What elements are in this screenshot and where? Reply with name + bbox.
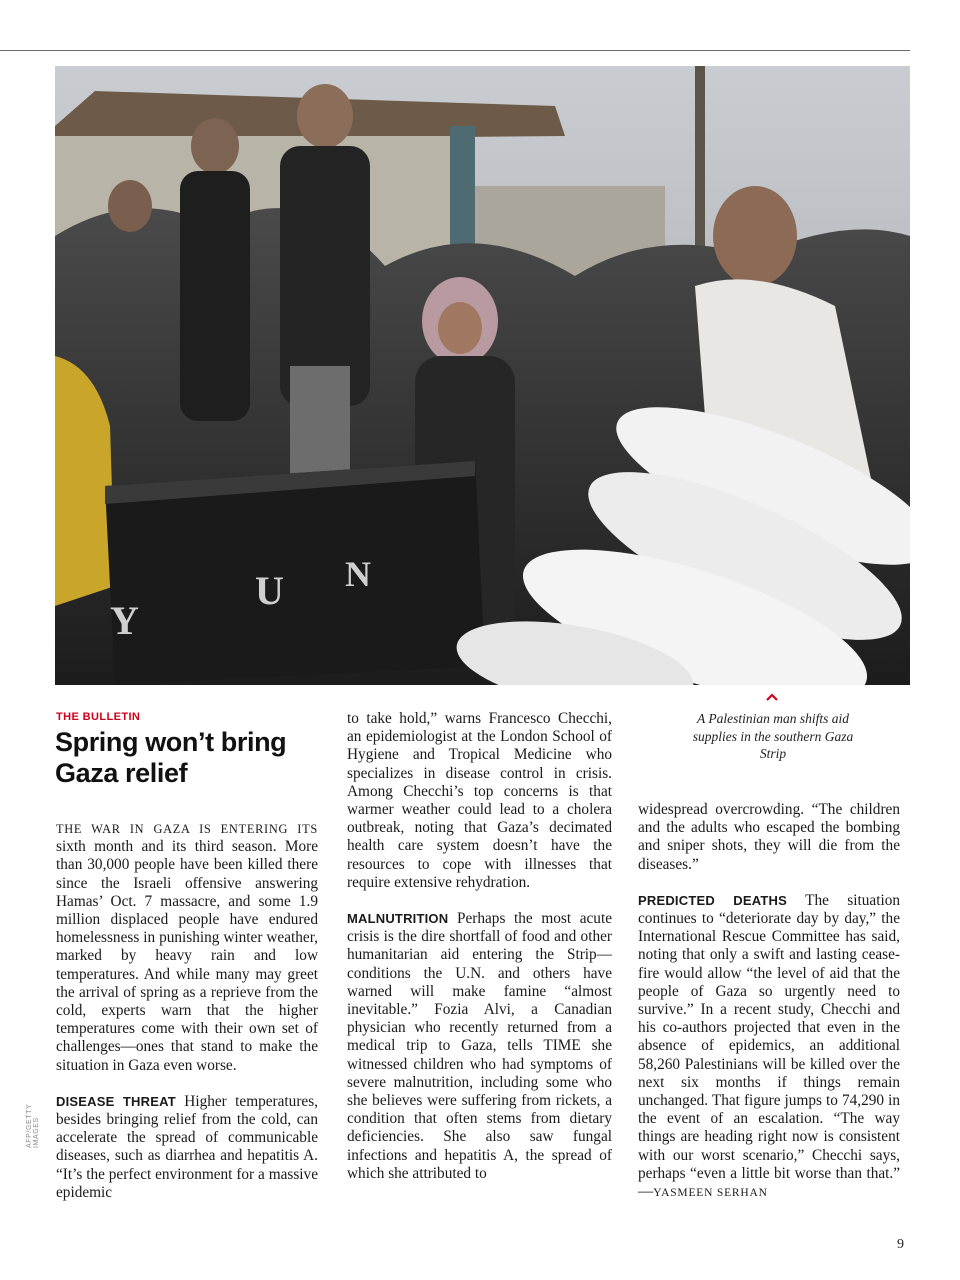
column-3	[638, 801, 900, 1202]
photo-illustration	[55, 66, 910, 685]
paragraph-malnutrition	[347, 910, 612, 1183]
photo-caption: A Palestinian man shifts aid supplies in the southern Gaza Strip	[692, 711, 854, 761]
subhead-malnutrition: MALNUTRITION	[347, 911, 449, 927]
section-kicker: THE BULLETIN	[56, 711, 141, 723]
top-rule	[0, 50, 910, 51]
paragraph-predicted-deaths	[638, 892, 900, 1202]
column-2	[347, 710, 612, 1183]
photo-credit: AFP/GETTY IMAGES	[26, 1103, 40, 1148]
truck-letter-n: N	[345, 554, 371, 594]
caret-up-icon	[765, 692, 779, 702]
paragraph-intro	[56, 820, 318, 1075]
malnutrition-text: Perhaps the most acute crisis is the dire shortfall of food and other humanitarian aid entering the Strip—conditions the U.N. and others have warned will make famine “almost inevitable.” Fozia Alvi, a Canadian physician who recently returned from a medical trip to Gaza, tells TIME she witnessed children who had symptoms of severe malnutrition, including some who she believes were suffering from rickets, a condition that often stems from dietary deficiencies. She also saw fungal infections and hepatitis A, the spread of which she attributed to	[347, 910, 612, 1182]
page-number: 9	[897, 1237, 904, 1252]
paragraph-disease	[56, 1093, 318, 1202]
article-photo	[55, 66, 910, 685]
subhead-disease-threat: DISEASE THREAT	[56, 1093, 176, 1109]
lead-in-caps: THE WAR IN GAZA IS ENTERING ITS	[56, 822, 318, 836]
author-byline: YASMEEN SERHAN	[653, 1187, 768, 1200]
predicted-deaths-text: The situation continues to “deteriorate day by day,” the International Rescue Committee has said, noting that only a swift and lasting cease-fire would allow “the level of aid that the people of Gaza so urgently need to survive.” In a recent study, Checchi and his co-authors projected that even in the absence of epidemics, an additional 58,260 Palestinians will be killed over the next six months if things remain unchanged. That figure jumps to 74,290 in the event of an escalation. “The way things are heading right now is consistent with our worst scenario,” Checchi says, perhaps “even a little bit worse than that.” —	[638, 891, 900, 1201]
truck-letter-y: Y	[110, 598, 139, 643]
disease-text: Higher temperatures, besides bringing relief from the cold, can accelerate the spread of communicable diseases, such as diarrhea and hepatitis A. “It’s the perfect environment for a massive epidemic	[56, 1092, 318, 1201]
paragraph-malnutrition-cont: widespread overcrowding. “The children and the adults who escaped the bombing and sniper shots, they will die from the diseases.”	[638, 801, 900, 873]
subhead-predicted-deaths: PREDICTED DEATHS	[638, 892, 787, 908]
truck-letter-u: U	[255, 568, 284, 613]
intro-text: sixth month and its third season. More than 30,000 people have been killed there since the Israeli offensive answering Hamas’ Oct. 7 massacre, and some 1.9 million displaced people have endured homelessness in punishing winter weather, marked by heavy rain and low temperatures. And while many may greet the arrival of spring as a reprieve from the cold, experts warn that the higher temperatures come with their own set of challenges—ones that stand to make the situation in Gaza even worse.	[56, 838, 318, 1074]
column-1	[56, 820, 318, 1202]
paragraph-disease-cont: to take hold,” warns Francesco Checchi, an epidemiologist at the London School of Hygiene and Tropical Medicine who specializes in disease control in crisis. Among Checchi’s top concerns is that warmer weather could lead to a cholera outbreak, noting that Gaza’s decimated health care system doesn’t have the resources to cope with illnesses that require extensive rehydration.	[347, 710, 612, 891]
article-headline: Spring won’t bring Gaza relief	[55, 727, 287, 788]
